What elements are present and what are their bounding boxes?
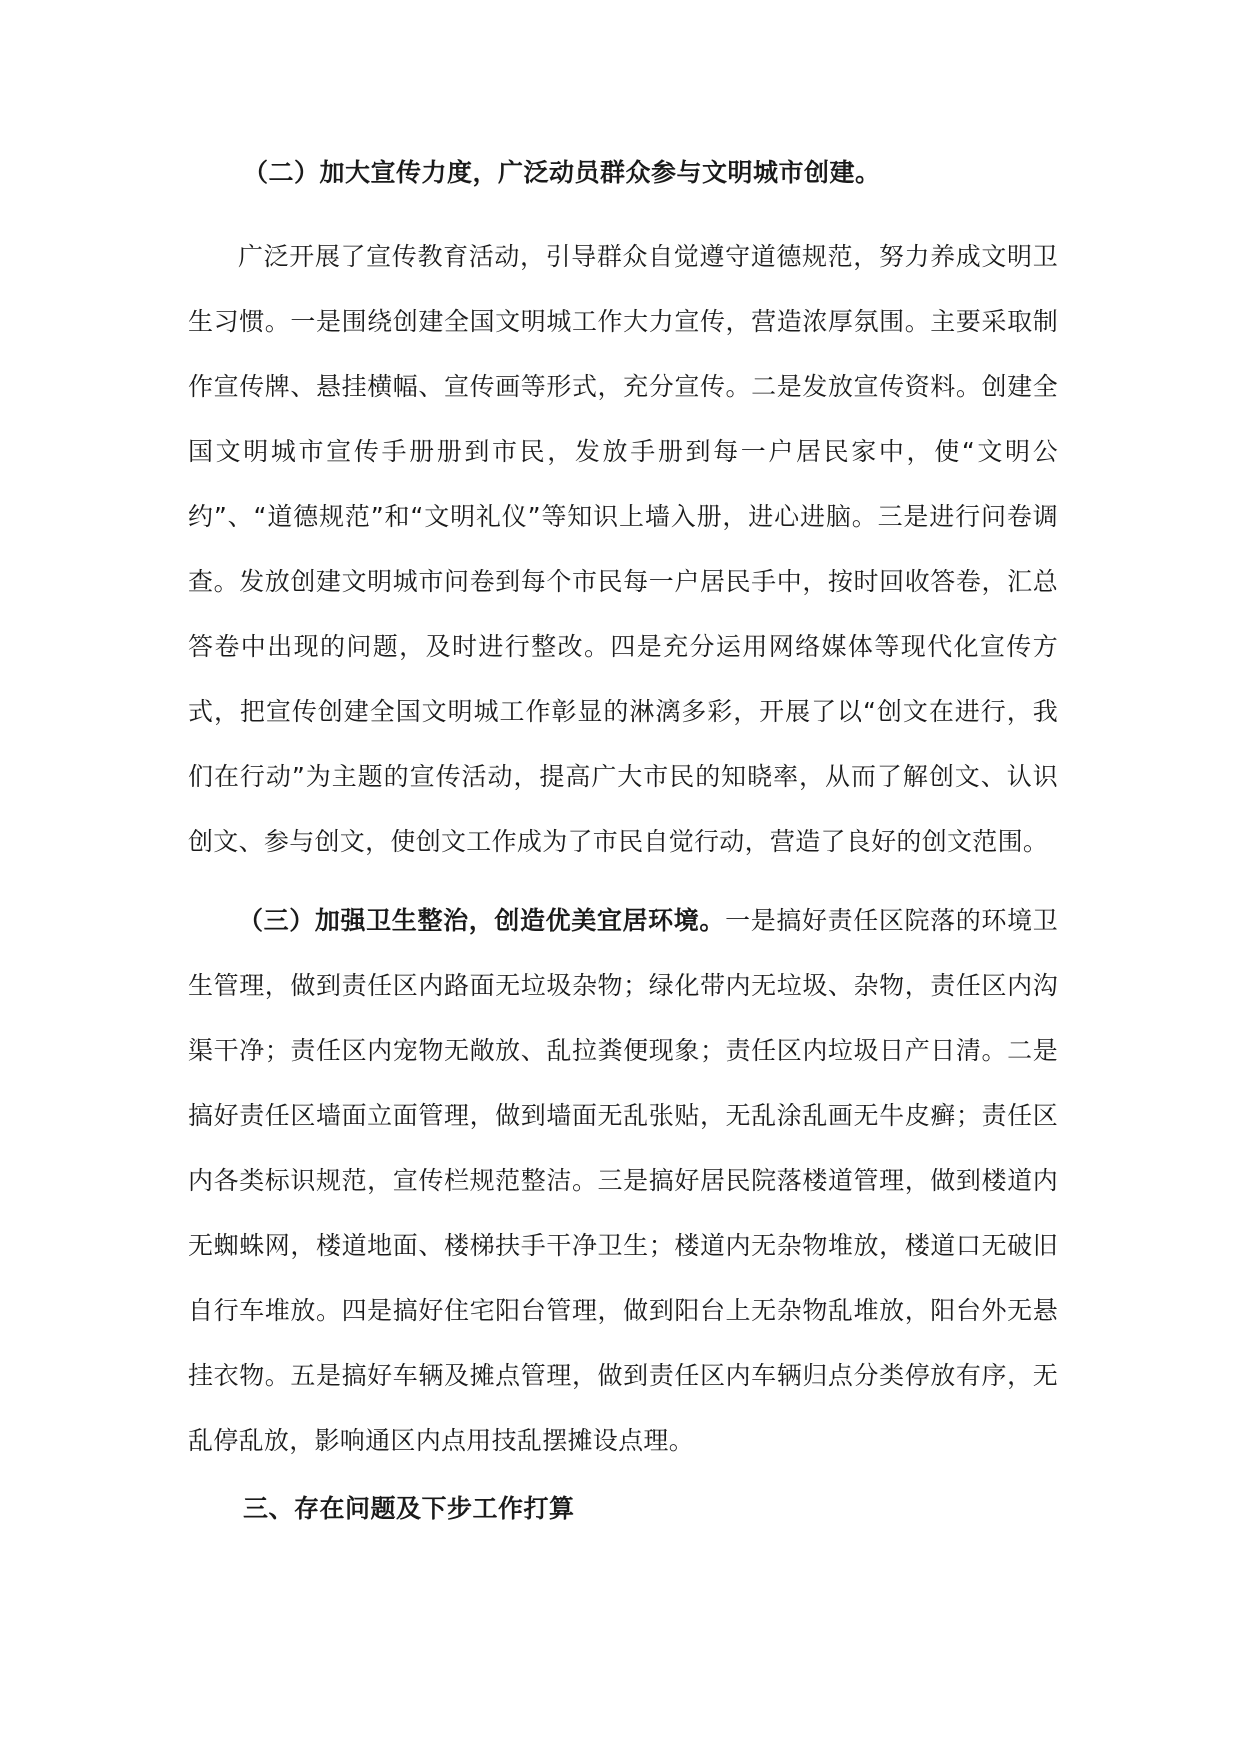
section-2-body: 广泛开展了宣传教育活动，引导群众自觉遵守道德规范，努力养成文明卫生习惯。一是围绕创建全国文明城工作大力宣传，营造浓厚氛围。主要采取制作宣传牌、悬挂横幅、宣传画等形式，充分宣传。二是发放宣传资料。创建全国文明城市宣传手册册到市民，发放手册到每一户居民家中，使“文明公约”、“道德规范”和“文明礼仪”等知识上墙入册，进心进脑。三是进行问卷调查。发放创建文明城市问卷到每个市民每一户居民手中，按时回收答卷，汇总答卷中出现的问题，及时进行整改。四是充分运用网络媒体等现代化宣传方式，把宣传创建全国文明城工作彰显的淋漓多彩，开展了以“创文在进行，我们在行动”为主题的宣传活动，提高广大市民的知晓率，从而了解创文、认识创文、参与创文，使创文工作成为了市民自觉行动，营造了良好的创文范围。 [188,242,1058,856]
section-2-heading: （二）加大宣传力度，广泛动员群众参与文明城市创建。 [243,158,881,187]
section-3-body: 一是搞好责任区院落的环境卫生管理，做到责任区内路面无垃圾杂物；绿化带内无垃圾、杂物，责任区内沟渠干净；责任区内宠物无敞放、乱拉粪便现象；责任区内垃圾日产日清。二是搞好责任区墙面立面管理，做到墙面无乱张贴，无乱涂乱画无牛皮癣；责任区内各类标识规范，宣传栏规范整洁。三是搞好居民院落楼道管理，做到楼道内无蜘蛛网，楼道地面、楼梯扶手干净卫生；楼道内无杂物堆放，楼道口无破旧自行车堆放。四是搞好住宅阳台管理，做到阳台上无杂物乱堆放，阳台外无悬挂衣物。五是搞好车辆及摊点管理，做到责任区内车辆归点分类停放有序，无乱停乱放，影响通区内点用技乱摆摊设点理。 [188,906,1058,1455]
document-page [188,150,1058,1710]
section-3-paragraph [188,888,1058,1473]
section-iii-heading: 三、存在问题及下步工作打算 [243,1494,575,1523]
section-3-lead: （三）加强卫生整治，创造优美宜居环境。 [238,906,726,935]
